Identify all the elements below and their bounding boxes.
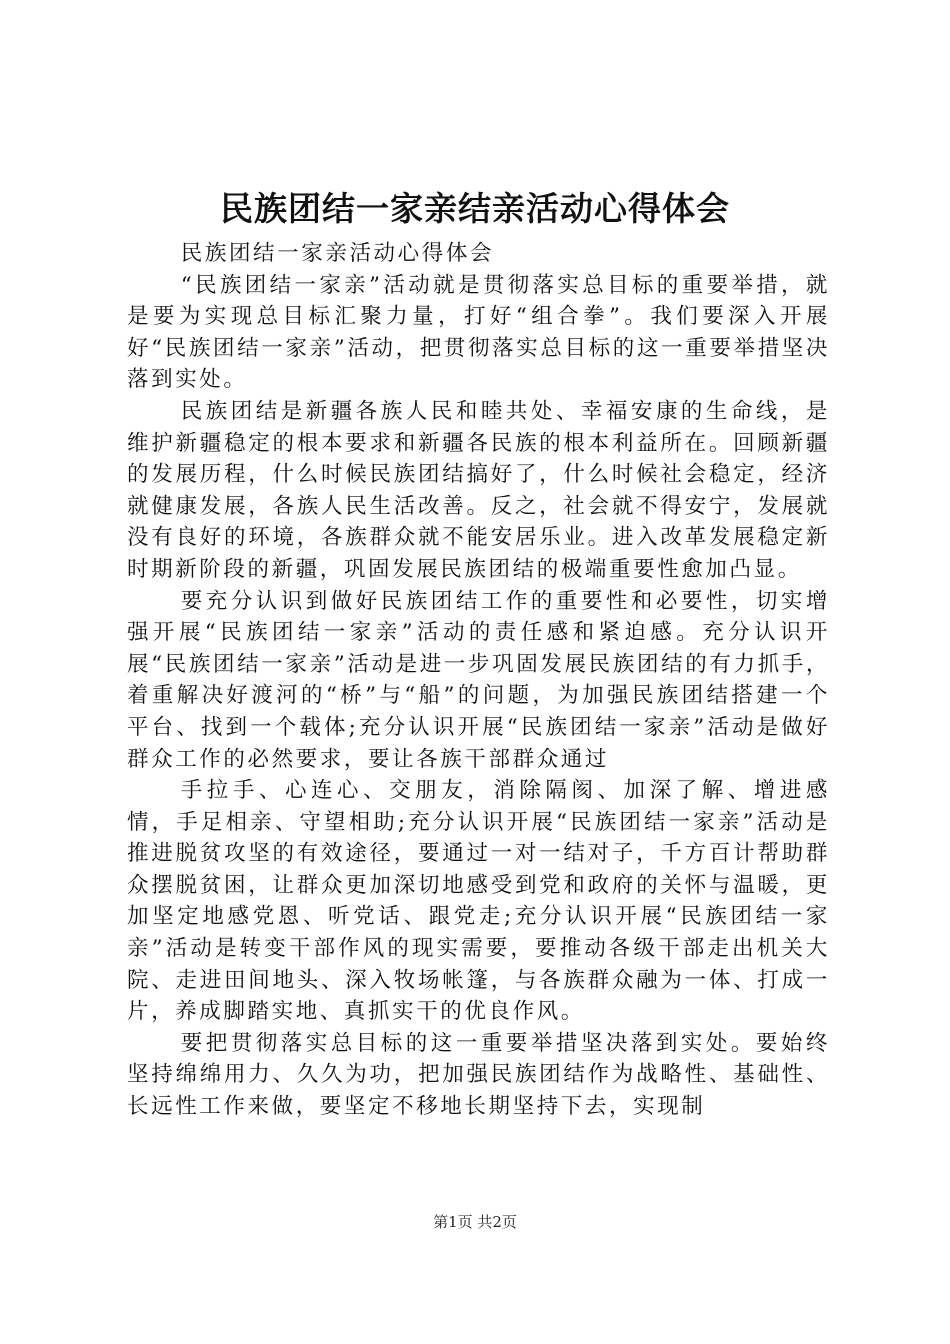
document-body bbox=[127, 238, 830, 1123]
paragraph: 民族团结是新疆各族人民和睦共处、幸福安康的生命线，是维护新疆稳定的根本要求和新疆各民族的根本利益所在。回顾新疆的发展历程，什么时候民族团结搞好了，什么时候社会稳定，经济就健康发展，各族人民生活改善。反之，社会就不得安宁，发展就没有良好的环境，各族群众就不能安居乐业。进入改革发展稳定新时期新阶段的新疆，巩固发展民族团结的极端重要性愈加凸显。 bbox=[127, 398, 830, 582]
page-footer: 第1页 共2页 bbox=[433, 1213, 517, 1231]
paragraph: “民族团结一家亲”活动就是贯彻落实总目标的重要举措，就是要为实现总目标汇聚力量，打好“组合拳”。我们要深入开展好“民族团结一家亲”活动，把贯彻落实总目标的这一重要举措坚决落到实处。 bbox=[127, 272, 830, 393]
document-title: 民族团结一家亲结亲活动心得体会 bbox=[220, 189, 730, 228]
paragraph-subtitle: 民族团结一家亲活动心得体会 bbox=[180, 241, 495, 266]
paragraph: 要把贯彻落实总目标的这一重要举措坚决落到实处。要始终坚持绵绵用力、久久为功，把加强民族团结作为战略性、基础性、长远性工作来做，要坚定不移地长期坚持下去，实现制 bbox=[127, 1030, 830, 1120]
paragraph: 手拉手、心连心、交朋友，消除隔阂、加深了解、增进感情，手足相亲、守望相助;充分认识开展“民族团结一家亲”活动是推进脱贫攻坚的有效途径，要通过一对一结对子，千方百计帮助群众摆脱贫困，让群众更加深切地感受到党和政府的关怀与温暖，更加坚定地感党恩、听党话、跟党走;充分认识开展“民族团结一家亲”活动是转变干部作风的现实需要，要推动各级干部走出机关大院、走进田间地头、深入牧场帐篷，与各族群众融为一体、打成一片，养成脚踏实地、真抓实干的优良作风。 bbox=[127, 778, 830, 1025]
paragraph: 要充分认识到做好民族团结工作的重要性和必要性，切实增强开展“民族团结一家亲”活动的责任感和紧迫感。充分认识开展“民族团结一家亲”活动是进一步巩固发展民族团结的有力抓手，着重解决好渡河的“桥”与“船”的问题，为加强民族团结搭建一个平台、找到一个载体;充分认识开展“民族团结一家亲”活动是做好群众工作的必然要求，要让各族干部群众通过 bbox=[127, 588, 830, 772]
